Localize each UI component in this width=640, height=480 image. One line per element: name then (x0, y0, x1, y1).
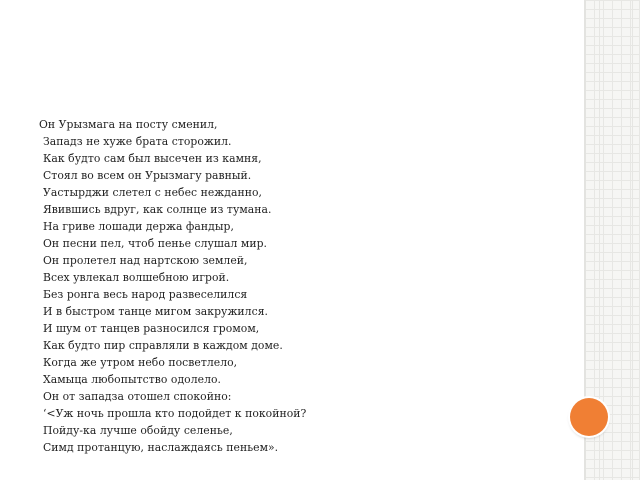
poem-line: Он песни пел, чтоб пенье слушал мир. (43, 237, 268, 250)
poem-line: Как будто пир справляли в каждом доме. (43, 339, 283, 352)
decorative-orange-circle (570, 398, 608, 436)
poem-line: Он пролетел над нартскою землей, (43, 254, 248, 267)
poem-line: Симд протанцую, наслаждаясь пеньем». (43, 441, 279, 454)
poem-line: Когда же утром небо посветлело, (43, 356, 238, 369)
poem-line: На гриве лошади держа фандыр, (43, 220, 234, 233)
poem-line: Хамыца любопытство одолело. (43, 373, 222, 386)
poem-line: И шум от танцев разносился громом, (43, 322, 260, 335)
poem-line: Он от западза отошел спокойно: (43, 390, 232, 403)
poem-line: ‘<Уж ночь прошла кто подойдет к покойной? (43, 407, 307, 420)
poem-line: Явившись вдруг, как солнце из тумана. (43, 203, 272, 216)
poem-text (39, 116, 306, 456)
poem-line: Уастырджи слетел с небес нежданно, (43, 186, 262, 199)
poem-line: И в быстром танце мигом закружился. (43, 305, 269, 318)
poem-line: Западз не хуже брата сторожил. (43, 135, 232, 148)
poem-line: Без ронга весь народ развеселился (43, 288, 248, 301)
decorative-divider (632, 0, 633, 480)
poem-line: Стоял во всем он Урызмагу равный. (43, 169, 252, 182)
poem-line: Всех увлекал волшебною игрой. (43, 271, 230, 284)
poem-line: Пойду-ка лучше обойду селенье, (43, 424, 233, 437)
poem-line: Он Урызмага на посту сменил, (39, 118, 218, 131)
poem-line: Как будто сам был высечен из камня, (43, 152, 262, 165)
